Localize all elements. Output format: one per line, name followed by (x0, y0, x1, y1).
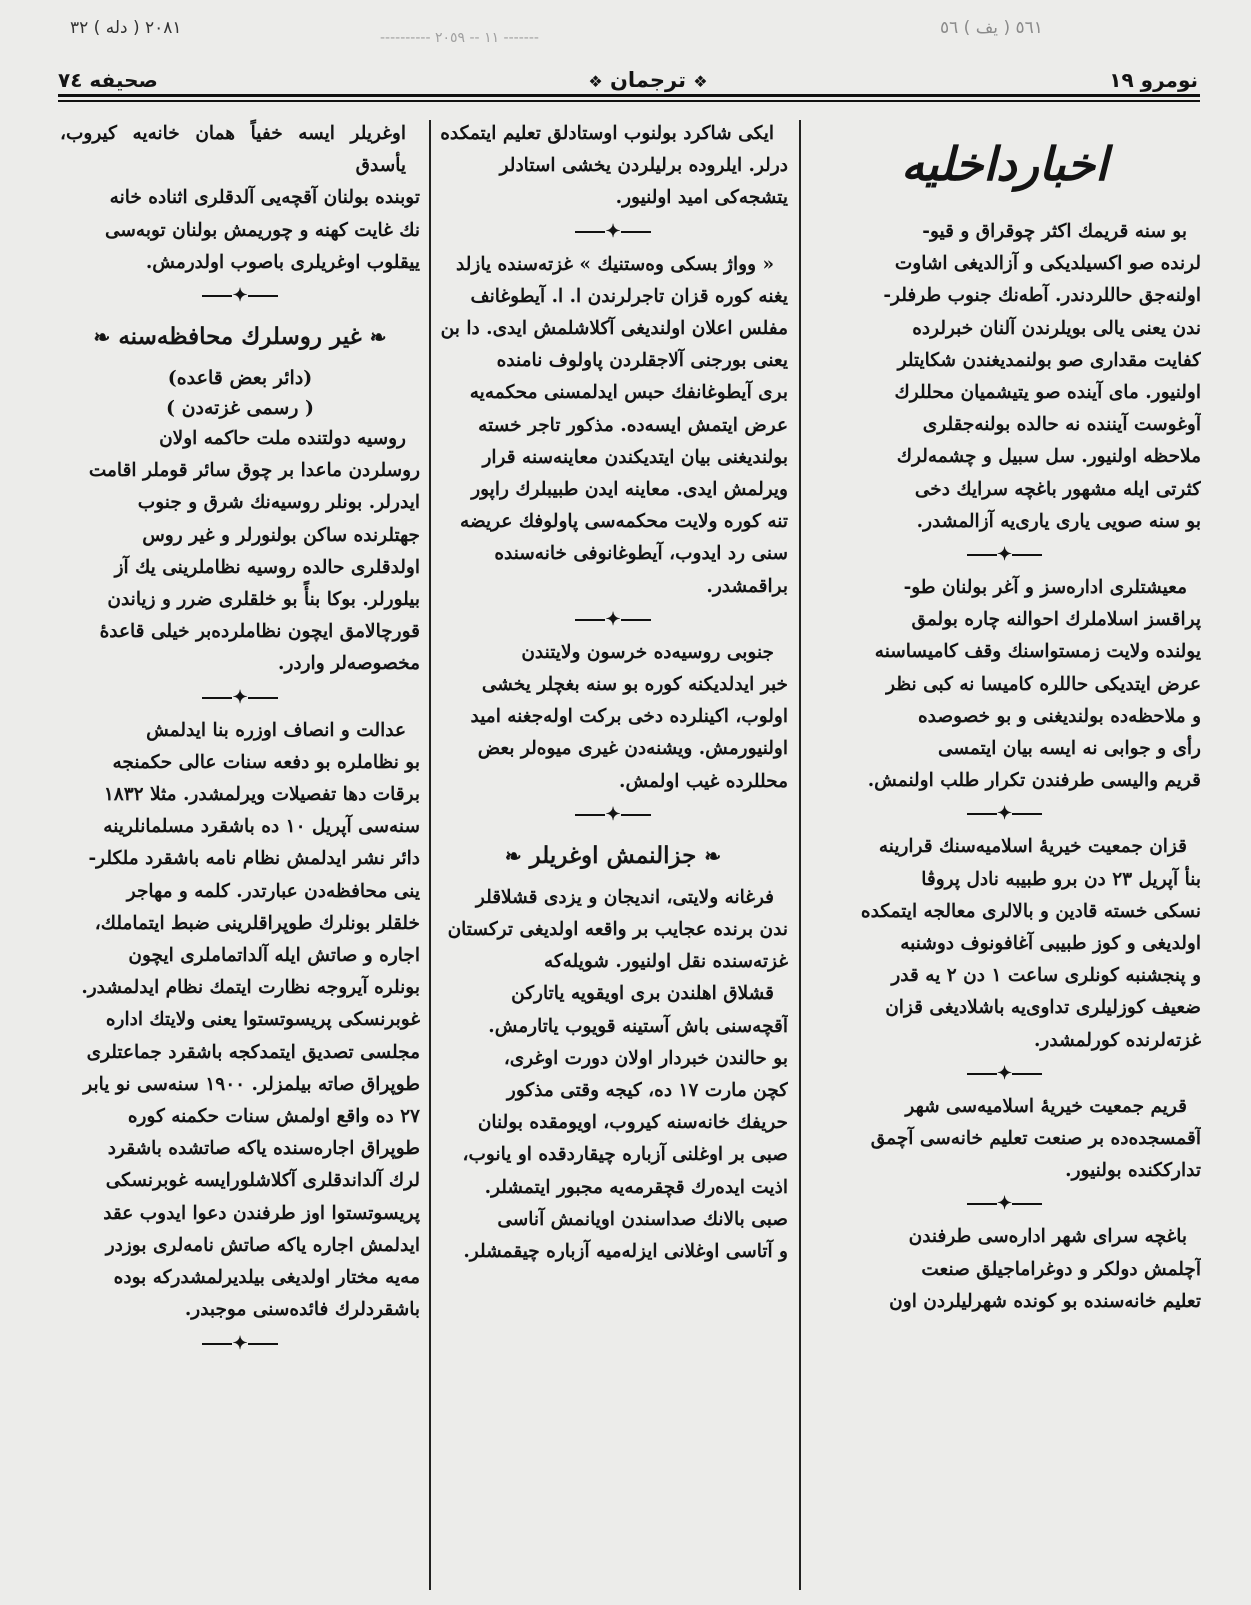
article-separator (808, 799, 1201, 829)
article-line: و ملاحظه‌ده بولنديغنى و بو خصوصده (917, 705, 1201, 727)
separator-rule (1012, 554, 1042, 556)
article-line: قورچالامق ايچون نظاملرده‌بر خيلى قاعدهٔ (99, 621, 420, 643)
article-line: قريم واليسى طرفندن تكرار طلب اولنمش. (867, 770, 1201, 792)
separator-ornament-icon: ✦ (232, 686, 248, 708)
article-line: طوپراق اجاره‌سنده ياكه صاتشده باشقرد (107, 1138, 420, 1160)
separator-rule (575, 231, 605, 233)
news-article (60, 423, 420, 681)
article-line: يعنى بورجنى آلاجقلردن پاولوف نامنده (496, 350, 788, 372)
article-line: رأى و جوابى نه ايسه بيان ايتمسى (937, 738, 1201, 760)
article-line: سنى رد ايدوب، آيطوغانوفى خانه‌سنده (494, 543, 788, 565)
separator-rule (967, 1073, 997, 1075)
article-line: ويرلمش ايدى. معاينه ايدن طبيبلرك راپور (471, 479, 788, 501)
separator-rule (202, 1343, 232, 1345)
separator-rule (1012, 1203, 1042, 1205)
separator-ornament-icon: ✦ (605, 608, 621, 630)
article-line: اولنيورمش. ويشنه‌دن غيرى ميوه‌لر بعض (477, 738, 788, 760)
article-line: بولنديغنى بيان ايتديكندن معاينه‌سنه قرار (482, 446, 788, 468)
article-line: جهتلرنده ساكن بولنورلر و غير روس (142, 524, 420, 546)
article-line: صبى بالانك صداسندن اويانمش آناسى (497, 1208, 788, 1230)
article-line: تنه كوره ولايت محكمه‌سى پاولوفك عريضه (460, 511, 788, 533)
article-line: بو سنه قريمك اكثر چوقراق و قيو- (922, 221, 1187, 242)
article-separator (438, 605, 788, 635)
article-line: ايدلمش اجاره ياكه صاتش نامه‌لرى بوزدر (105, 1234, 420, 1256)
ornament-icon: ❖ (588, 72, 603, 91)
article-line: يتشجه‌كى اميد اولنيور. (615, 187, 788, 209)
masthead-rule (58, 94, 1200, 97)
separator-ornament-icon: ✦ (996, 803, 1013, 825)
article-line: براقمشدر. (706, 575, 788, 597)
article-line: باشقردلرك فائده‌سنى موجبدر. (184, 1299, 420, 1321)
page-number: صحيفه ٧٤ (58, 68, 158, 92)
article-line: ندن برنده عجايب بر واقعه اولديغى تركستان (447, 919, 788, 941)
article-line: طوپراق صاته بيلمزلر. ١٩٠٠ سنه‌سى نو يابر (83, 1073, 420, 1095)
article-line: ضعيف كوزليلرى تداوى‌يه باشلاديغى قزان (885, 997, 1201, 1019)
article-line: اولديغى و كوز طبيبى آغافونوف دوشنبه (900, 933, 1201, 955)
article-line: كفايت مقدارى صو بولنمديغندن شكايتلر (897, 349, 1201, 371)
article-line: اجاره و صاتش ايله آلداتماملرى ايچون (128, 945, 420, 967)
article-heading-text: جزالنمش اوغريلر (529, 841, 697, 869)
article-line: خلقلر بونلرك طوپراقلرينى ضبط ايتماملك، (94, 912, 420, 934)
column-middle (438, 118, 788, 1593)
article-line: محللرده غيب اولمش. (619, 770, 788, 792)
article-line: ندن يعنى يالى بويلرندن آلنان خبرلرده (912, 317, 1201, 339)
article-line: لرك آلداندقلرى آكلاشلورايسه غوبرنسكى (105, 1170, 420, 1192)
article-line: بنأ آپريل ٢٣ دن برو طبيبه نادل پروڤا (921, 868, 1201, 890)
article-line: اوغريلر ايسه خفياً همان خانه‌يه كيروب، يأسدق (60, 123, 406, 177)
newspaper-title (578, 68, 718, 92)
article-line: غزته‌سنده نقل اولنيور. شويله‌كه (543, 951, 788, 973)
separator-ornament-icon: ✦ (232, 1332, 248, 1354)
news-article (808, 216, 1201, 538)
article-line: يولنده ولايت زمستواسنك وقف كاميسا‌سنه (874, 641, 1201, 663)
article-separator (438, 217, 788, 247)
masthead-rule (58, 100, 1200, 102)
article-line: آقمسجده‌ده بر صنعت تعليم خانه‌سى آچمق (870, 1128, 1201, 1150)
article-line: بيلورلر. بوكا بنأً بو خلقلرى ضرر و زياندن (107, 589, 420, 611)
article-line: پراقسز اسلاملرك احوالنه چاره بولمق (911, 609, 1201, 631)
article-line: ينى محافظه‌دن عبارتدر. كلمه و مهاجر (126, 880, 420, 902)
article-line: بو نظاملره بو دفعه سنات عالى حكمنجه (112, 751, 420, 773)
separator-ornament-icon: ✦ (996, 1062, 1013, 1084)
separator-rule (202, 295, 232, 297)
article-line: معيشتلرى اداره‌سز و آغر بولنان طو- (903, 577, 1187, 599)
article-line: نك غايت كهنه و چوريمش بولنان توبه‌سى (105, 219, 420, 241)
separator-ornament-icon: ✦ (605, 220, 621, 242)
article-line: مجلسى تصديق ايتمدكجه باشقرد جماعتلرى (86, 1041, 420, 1063)
article-line: آقچه‌سنى باش آستينه قويوب ياتارمش. (488, 1015, 788, 1037)
news-article (808, 831, 1201, 1056)
article-line: يغنه كوره قزان تاجرلرندن ا. ا. آيطوغانف (470, 285, 788, 307)
archive-stamp-right: ٥٦١ ( يف ) ٥٦ (940, 18, 1043, 38)
article-line: مه‌يه مختار اولديغى بيلديرلمشدركه بوده (113, 1267, 420, 1289)
article-line: اولنيور. ماى آينده صو يتيشميان محللرك (894, 382, 1201, 404)
article-line: عدالت و انصاف اوزره بنا ايدلمش (146, 719, 406, 741)
article-line: فرغانه ولايتى، انديجان و يزدى قشلاقلر (475, 886, 774, 908)
column-divider (799, 120, 801, 1590)
section-heading-domestic-news: اخبارداخليه (901, 137, 1108, 191)
article-line: روسلردن ماعدا بر چوق سائر قوملر اقامت (88, 460, 420, 482)
article-separator (60, 683, 420, 713)
news-article (60, 118, 420, 279)
separator-rule (248, 1343, 278, 1345)
article-separator (60, 281, 420, 311)
article-subheading: ( رسمى غزته‌دن ) (165, 397, 315, 420)
news-article (438, 249, 788, 603)
news-article (808, 1091, 1201, 1188)
article-line: صبى بر اوغلنى آزباره چيقاردقده او يانوب، (462, 1144, 788, 1166)
separator-ornament-icon: ✦ (605, 803, 621, 825)
article-line: قشلاق اهلندن برى اويقويه ياتاركن (511, 983, 774, 1005)
separator-rule (967, 813, 997, 815)
article-line: لرنده صو اكسيلديكى و آزالديغى اشاوت (894, 253, 1201, 275)
article-line: حريفك خانه‌سنه كيروب، اويومقده بولنان (477, 1112, 788, 1134)
article-line: كثرتى ايله مشهور باغچه سرايك دخى (914, 478, 1201, 500)
column-right (808, 118, 1201, 1593)
article-line: غزته‌لرنده كورلمشدر. (1033, 1029, 1201, 1051)
article-line: جنوبى روسيه‌ده خرسون ولايتندن (521, 641, 774, 663)
separator-rule (967, 1203, 997, 1205)
article-line: عرض ايتمش ايسه‌ده. مذكور تاجر خسته (478, 414, 788, 436)
article-line: باغچه سراى شهر اداره‌سى طرفندن (908, 1226, 1187, 1248)
article-line: قريم جمعيت خيريهٔ اسلاميه‌سى شهر (905, 1095, 1187, 1117)
article-line: بو حالندن خبردار اولان دورت اوغرى، (503, 1047, 788, 1069)
article-line: بو سنه صويى يارى يارى‌يه آزالمشدر. (916, 510, 1201, 532)
article-line: « وواژ بسكى وەستنيك » غزته‌سنده يازلد (456, 253, 774, 275)
separator-ornament-icon: ✦ (232, 285, 248, 307)
article-line: مفلس اعلان اولنديغى آكلاشلمش ايدى. دا بن (440, 318, 788, 340)
column-left (60, 118, 420, 1593)
article-line: ملاحظه اولنيور. سل سبيل و چشمه‌لرك (896, 446, 1201, 468)
article-line: سنه‌سى آپريل ١٠ ده باشقرد مسلمانلرينه (103, 816, 420, 838)
article-line: روسيه دولتنده ملت حاكمه اولان (159, 428, 406, 450)
article-line: غوبرنسكى پريسوتستوا يعنى ولايتك اداره (105, 1009, 420, 1031)
article-line: نسكى خسته قادين و بالالرى معالجه ايتمكده (860, 900, 1201, 922)
article-line: و پنجشنبه كونلرى ساعت ١ دن ٢ يه قدر (891, 965, 1201, 987)
article-line: برى آيطوغانفك حبس ايدلمسنى محكمه‌يه (469, 382, 788, 404)
article-subheading: (دائر بعض قاعده) (167, 367, 313, 390)
article-line: تدارككنده بولنيور. (1065, 1160, 1201, 1182)
article-line: ايكى شاكرد بولنوب اوستادلق تعليم ايتمكده (440, 123, 774, 144)
news-article (438, 118, 788, 215)
article-line: اذيت ايده‌رك قچقرمه‌يه مجبور ايتمشلر. (484, 1176, 788, 1198)
separator-rule (575, 814, 605, 816)
fleuron-icon: ❧ (704, 843, 722, 868)
article-line: اولنه‌جق حاللردندر. آطه‌نك جنوب طرفلر- (883, 285, 1201, 307)
separator-rule (202, 697, 232, 699)
fleuron-icon: ❧ (93, 325, 111, 350)
article-line: درلر. ايلروده برليلردن يخشى استادلر (499, 155, 788, 177)
article-line: مخصوصه‌لر واردر. (278, 653, 420, 675)
article-line: پريسوتستوا اوز طرفندن دعوا ايدوب عقد (103, 1202, 420, 1224)
article-line: ٢٧ ده واقع اولمش سنات حكمنه كوره (127, 1106, 420, 1128)
article-line: برقات دها تفصيلات ويرلمشدر. مثلا ١٨٣٢ (103, 784, 420, 806)
news-article (60, 715, 420, 1327)
newspaper-title-text: ترجمان (610, 68, 686, 92)
separator-ornament-icon: ✦ (996, 544, 1013, 566)
article-line: آچلمش دولكر و دوغراماجيلق صنعت (921, 1258, 1201, 1280)
article-line: كچن مارت ١٧ ده، كيجه وقتى مذكور (506, 1080, 788, 1102)
separator-rule (248, 295, 278, 297)
news-article (438, 978, 788, 1268)
article-line: ييقلوب اوغريلرى باصوب اولدرمش. (145, 251, 420, 273)
separator-rule (1012, 813, 1042, 815)
article-line: اولدقلرى حالده روسيه نظاملرينى يك آز (114, 556, 420, 578)
article-line: اولوب، اكينلرده دخى بركت اوله‌جغنه اميد (470, 706, 788, 728)
separator-rule (248, 697, 278, 699)
article-line: قزان جمعيت خيريهٔ اسلاميه‌سنك قرارينه (878, 836, 1187, 858)
news-article (808, 1221, 1201, 1318)
archive-stamp-middle: ---------- ١١ -- ٢٠٥٩ ------- (380, 30, 539, 46)
article-heading (60, 317, 420, 357)
separator-rule (621, 619, 651, 621)
article-line: تعليم خانه‌سنده بو كونده شهرليلردن اون (889, 1290, 1201, 1312)
article-line: عرض ايتديكى حاللره كاميسا نه كبى نظر (886, 673, 1201, 695)
article-heading (438, 836, 788, 876)
separator-rule (621, 814, 651, 816)
article-line: خبر ايدلديكنه كوره بو سنه بغچلر يخشى (481, 674, 788, 696)
separator-ornament-icon: ✦ (996, 1193, 1013, 1215)
separator-rule (967, 554, 997, 556)
ornament-icon: ❖ (693, 72, 708, 91)
article-separator (808, 540, 1201, 570)
article-separator (60, 1329, 420, 1359)
article-separator (808, 1189, 1201, 1219)
news-article (438, 882, 788, 979)
article-line: بونلره آيروجه نظارت ايتمك نظام ايدلمشدر. (81, 977, 420, 999)
news-article (438, 637, 788, 798)
article-line: دائر نشر ايدلمش نظام نامه باشقرد ملكلر- (88, 848, 420, 870)
column-divider (429, 120, 431, 1590)
separator-rule (621, 231, 651, 233)
separator-rule (575, 619, 605, 621)
article-line: توبنده بولنان آقچه‌يى آلدقلرى اثناده خانه (109, 187, 420, 209)
article-line: آوغوست آيننده نه حالده بولنه‌جقلرى (922, 414, 1201, 436)
news-article (808, 572, 1201, 797)
article-line: ايدرلر. بونلر روسيه‌نك شرق و جنوب (137, 492, 420, 514)
separator-rule (1012, 1073, 1042, 1075)
archive-stamp-left: ٢٠٨١ ( دله ) ٣٢ (70, 18, 182, 38)
fleuron-icon: ❧ (504, 843, 522, 868)
article-line: و آتاسى اوغلانى ايزلەميه آزباره چيقمشلر. (463, 1241, 788, 1263)
article-separator (438, 800, 788, 830)
issue-number: نومرو ١٩ (1109, 68, 1198, 92)
fleuron-icon: ❧ (369, 325, 387, 350)
article-heading-text: غير روسلرك محافظه‌سنه (118, 323, 362, 351)
article-separator (808, 1059, 1201, 1089)
